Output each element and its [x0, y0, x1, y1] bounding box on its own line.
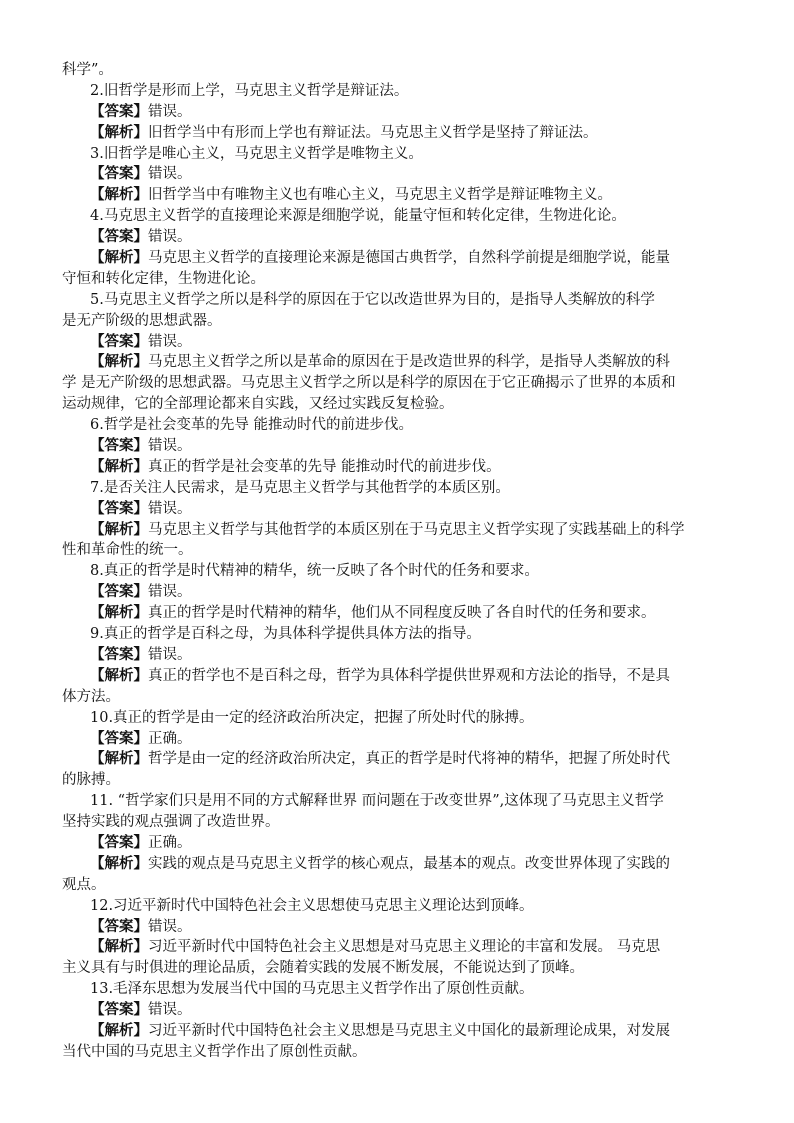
line-text: 马克思主义哲学之所以是革命的原因在于是改造世界的科学，是指导人类解放的科	[148, 354, 670, 371]
text-line	[62, 561, 742, 582]
line-text: 正确。	[148, 834, 192, 851]
text-line	[62, 311, 742, 332]
text-line	[62, 687, 742, 708]
answer-label: 【答案】	[90, 1001, 148, 1019]
line-text: 错误。	[148, 500, 192, 517]
analysis-label: 【解析】	[90, 854, 148, 872]
answer-label: 【答案】	[90, 645, 148, 663]
text-line	[62, 582, 742, 603]
line-text: 习近平新时代中国特色社会主义思想是对马克思主义理论的丰富和发展。 马克思	[148, 939, 661, 956]
text-line	[62, 540, 742, 561]
line-text: 守恒和转化定律，生物进化论。	[62, 270, 265, 287]
line-text: 性和革命性的统一。	[62, 542, 193, 559]
line-text: 旧哲学当中有形而上学也有辩证法。马克思主义哲学是坚持了辩证法。	[148, 124, 598, 141]
text-line	[62, 227, 742, 248]
text-line	[62, 164, 742, 185]
text-line	[62, 185, 742, 206]
line-text: 坚持实践的观点强调了改造世界。	[62, 814, 280, 831]
line-text: 的脉搏。	[62, 772, 120, 789]
line-text: 马克思主义哲学的直接理论来源是德国古典哲学，自然科学前提是细胞学说，能量	[148, 250, 670, 267]
line-text: 5.马克思主义哲学之所以是科学的原因在于它以改造世界为目的，是指导人类解放的科学	[90, 291, 655, 308]
text-line	[62, 290, 742, 311]
analysis-label: 【解析】	[90, 457, 148, 475]
line-text: 主义具有与时俱进的理论品质，会随着实践的发展不断发展，不能说达到了顶峰。	[62, 960, 584, 977]
line-text: 真正的哲学是时代精神的精华，他们从不同程度反映了各自时代的任务和要求。	[148, 605, 656, 622]
line-text: 旧哲学当中有唯物主义也有唯心主义，马克思主义哲学是辩证唯物主义。	[148, 187, 612, 204]
text-line	[62, 896, 742, 917]
line-text: 是无产阶级的思想武器。	[62, 312, 222, 329]
text-line	[62, 415, 742, 436]
text-line	[62, 206, 742, 227]
answer-label: 【答案】	[90, 499, 148, 517]
line-text: 真正的哲学也不是百科之母，哲学为具体科学提供世界观和方法论的指导，不是具	[148, 667, 670, 684]
text-line	[62, 770, 742, 791]
text-line	[62, 812, 742, 833]
line-text: 3.旧哲学是唯心主义，马克思主义哲学是唯物主义。	[90, 145, 423, 162]
line-text: 错误。	[148, 166, 192, 183]
line-text: 当代中国的马克思主义哲学作出了原创性贡献。	[62, 1043, 367, 1060]
text-line	[62, 144, 742, 165]
text-line	[62, 729, 742, 750]
text-line	[62, 749, 742, 770]
text-line	[62, 81, 742, 102]
line-text: 错误。	[148, 646, 192, 663]
text-line	[62, 958, 742, 979]
analysis-label: 【解析】	[90, 604, 148, 622]
line-text: 科学”。	[62, 62, 113, 78]
text-line	[62, 603, 742, 624]
text-line	[62, 436, 742, 457]
analysis-label: 【解析】	[90, 750, 148, 768]
line-text: 哲学是由一定的经济政治所决定，真正的哲学是时代将神的精华，把握了所处时代	[148, 751, 670, 768]
answer-label: 【答案】	[90, 228, 148, 246]
text-line	[62, 352, 742, 373]
line-text: 实践的观点是马克思主义哲学的核心观点，最基本的观点。改变世界体现了实践的	[148, 855, 670, 872]
line-text: 9.真正的哲学是百科之母，为具体科学提供具体方法的指导。	[90, 626, 481, 643]
answer-label: 【答案】	[90, 917, 148, 935]
text-line	[62, 499, 742, 520]
answer-label: 【答案】	[90, 437, 148, 455]
text-line	[62, 708, 742, 729]
line-text: 8.真正的哲学是时代精神的精华，统一反映了各个时代的任务和要求。	[90, 563, 539, 580]
line-text: 13.毛泽东思想为发展当代中国的马克思主义哲学作出了原创性贡献。	[90, 981, 534, 998]
answer-label: 【答案】	[90, 332, 148, 350]
line-text: 运动规律，它的全部理论都来自实践，又经过实践反复检验。	[62, 396, 454, 413]
text-line	[62, 791, 742, 812]
line-text: 马克思主义哲学与其他哲学的本质区别在于马克思主义哲学实现了实践基础上的科学	[148, 521, 685, 538]
line-text: 错误。	[148, 103, 192, 120]
line-text: 学 是无产阶级的思想武器。马克思主义哲学之所以是科学的原因在于它正确揭示了世界的本质和	[62, 375, 676, 392]
line-text: 11. “哲学家们只是用不同的方式解释世界 而问题在于改变世界”,这体现了马克思主义哲学	[90, 793, 664, 810]
line-text: 12.习近平新时代中国特色社会主义思想使马克思主义理论达到顶峰。	[90, 897, 534, 914]
document-body	[62, 60, 742, 1063]
analysis-label: 【解析】	[90, 353, 148, 371]
text-line	[62, 875, 742, 896]
text-line	[62, 123, 742, 144]
line-text: 体方法。	[62, 688, 120, 705]
text-line	[62, 624, 742, 645]
line-text: 4.马克思主义哲学的直接理论来源是细胞学说，能量守恒和转化定律，生物进化论。	[90, 208, 626, 225]
analysis-label: 【解析】	[90, 666, 148, 684]
line-text: 真正的哲学是社会变革的先导 能推动时代的前进步伐。	[148, 458, 501, 475]
answer-label: 【答案】	[90, 583, 148, 601]
text-line	[62, 332, 742, 353]
text-line	[62, 457, 742, 478]
text-line	[62, 520, 742, 541]
text-line	[62, 833, 742, 854]
text-line	[62, 1042, 742, 1063]
line-text: 6.哲学是社会变革的先导 能推动时代的前进步伐。	[90, 417, 413, 434]
text-line	[62, 269, 742, 290]
analysis-label: 【解析】	[90, 123, 148, 141]
analysis-label: 【解析】	[90, 1021, 148, 1039]
line-text: 习近平新时代中国特色社会主义思想是马克思主义中国化的最新理论成果，对发展	[148, 1022, 670, 1039]
line-text: 错误。	[148, 333, 192, 350]
text-line	[62, 102, 742, 123]
text-line	[62, 373, 742, 394]
line-text: 正确。	[148, 730, 192, 747]
answer-label: 【答案】	[90, 729, 148, 747]
analysis-label: 【解析】	[90, 186, 148, 204]
analysis-label: 【解析】	[90, 938, 148, 956]
text-line	[62, 645, 742, 666]
line-text: 错误。	[148, 438, 192, 455]
text-line	[62, 917, 742, 938]
line-text: 7.是否关注人民需求，是马克思主义哲学与其他哲学的本质区别。	[90, 479, 510, 496]
text-line	[62, 60, 742, 81]
text-line	[62, 937, 742, 958]
text-line	[62, 979, 742, 1000]
answer-label: 【答案】	[90, 102, 148, 120]
text-line	[62, 478, 742, 499]
text-line	[62, 1000, 742, 1021]
text-line	[62, 394, 742, 415]
analysis-label: 【解析】	[90, 520, 148, 538]
line-text: 错误。	[148, 918, 192, 935]
line-text: 10.真正的哲学是由一定的经济政治所决定，把握了所处时代的脉搏。	[90, 709, 534, 726]
line-text: 错误。	[148, 584, 192, 601]
analysis-label: 【解析】	[90, 249, 148, 267]
answer-label: 【答案】	[90, 833, 148, 851]
line-text: 错误。	[148, 1002, 192, 1019]
line-text: 2.旧哲学是形而上学，马克思主义哲学是辩证法。	[90, 82, 409, 99]
text-line	[62, 248, 742, 269]
text-line	[62, 854, 742, 875]
text-line	[62, 1021, 742, 1042]
line-text: 错误。	[148, 229, 192, 246]
text-line	[62, 666, 742, 687]
line-text: 观点。	[62, 876, 106, 893]
answer-label: 【答案】	[90, 165, 148, 183]
